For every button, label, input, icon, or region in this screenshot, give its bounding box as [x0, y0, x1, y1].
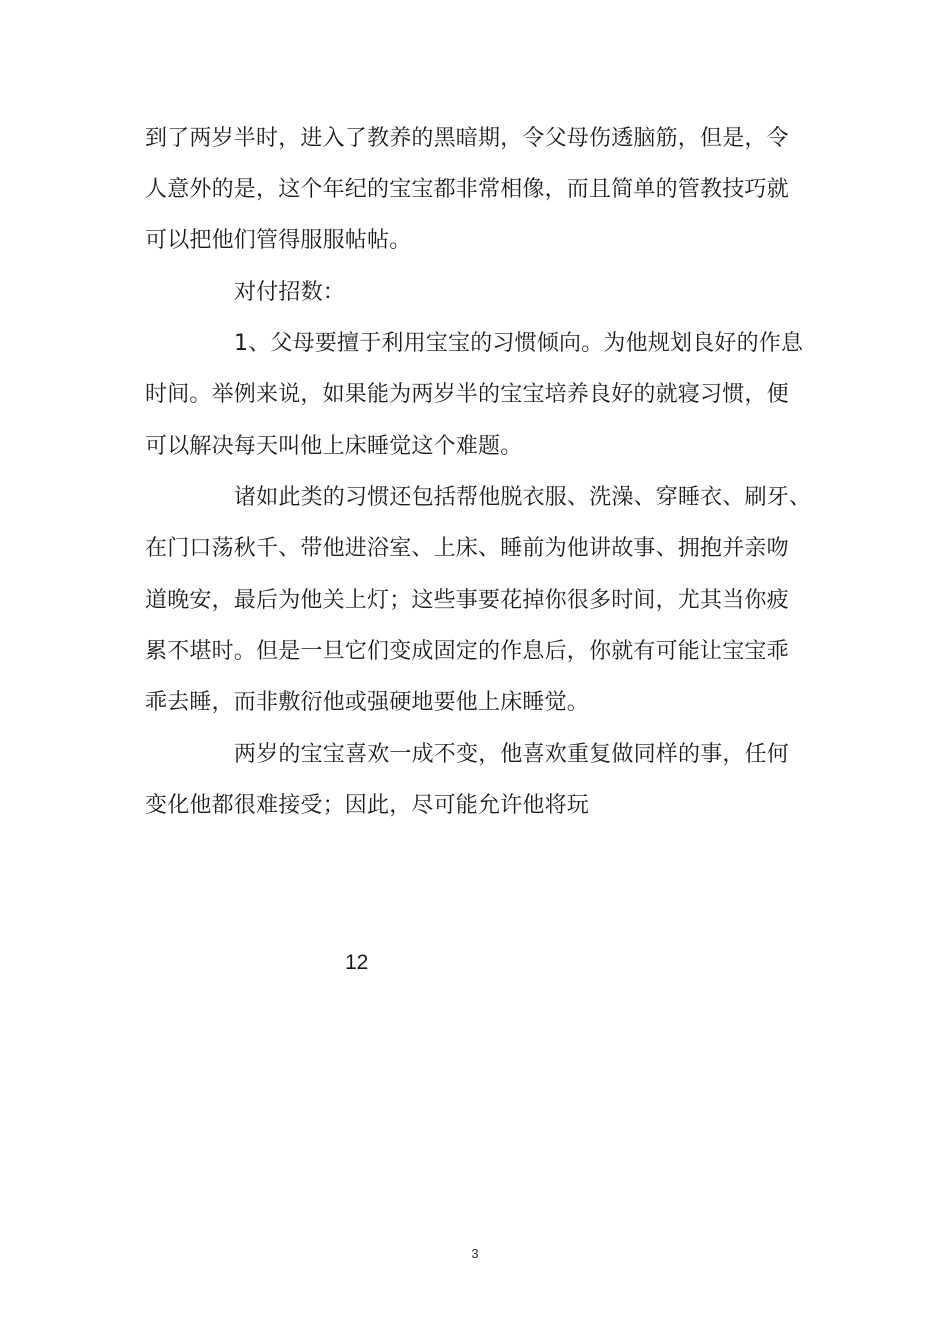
text-line: 人意外的是，这个年纪的宝宝都非常相像，而且简单的管教技巧就 [145, 177, 789, 202]
footnote-marker: 12 [345, 951, 369, 974]
text-line: 到了两岁半时，进入了教养的黑暗期，令父母伤透脑筋，但是，令 [145, 126, 789, 151]
text-line: 可以解决每天叫他上床睡觉这个难题。 [145, 434, 523, 459]
text-line: 两岁的宝宝喜欢一成不变，他喜欢重复做同样的事，任何 [234, 742, 790, 767]
text-line: 对付招数： [234, 280, 346, 305]
page-number: 3 [471, 1246, 479, 1261]
text-line: 乖去睡，而非敷衍他或强硬地要他上床睡觉。 [145, 690, 590, 715]
text-line: 变化他都很难接受；因此，尽可能允许他将玩 [145, 793, 590, 818]
text-line: 道晚安，最后为他关上灯；这些事要花掉你很多时间，尤其当你疲 [145, 588, 789, 613]
text-line: 可以把他们管得服服帖帖。 [145, 228, 412, 253]
text-line: 在门口荡秋千、带他进浴室、上床、睡前为他讲故事、拥抱并亲吻 [145, 536, 789, 561]
text-line: 累不堪时。但是一旦它们变成固定的作息后，你就有可能让宝宝乖 [145, 639, 789, 664]
text-line: 诸如此类的习惯还包括帮他脱衣服、洗澡、穿睡衣、刷牙、 [234, 485, 812, 510]
text-line: 时间。举例来说，如果能为两岁半的宝宝培养良好的就寝习惯，便 [145, 382, 789, 407]
text-line: 1、父母要擅于利用宝宝的习惯倾向。为他规划良好的作息 [234, 331, 804, 356]
